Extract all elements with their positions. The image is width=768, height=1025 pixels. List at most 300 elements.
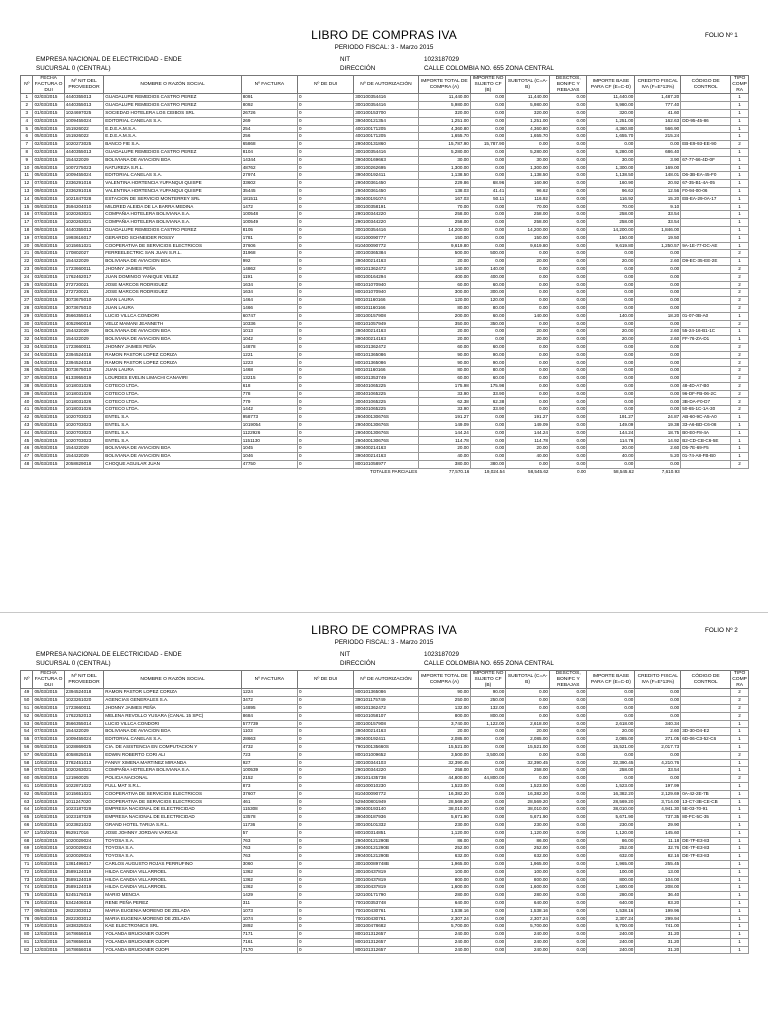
cell-control-code: 33-A6-BD-C6-08 — [681, 421, 731, 429]
cell-discounts: 0.00 — [549, 359, 586, 367]
cell-purchase-type: 1 — [731, 242, 749, 250]
cell-tax-credit: 0.00 — [635, 367, 681, 375]
cell-discounts: 0.00 — [549, 265, 586, 273]
table-row — [21, 343, 749, 351]
cell-tax-credit: 0.00 — [635, 359, 681, 367]
cell-invoice-number: 8104 — [241, 148, 297, 156]
cell-invoice-date: 10/03/2015 — [33, 837, 64, 845]
table-row — [21, 860, 749, 868]
cell-authorization-number: 400100171205 — [354, 125, 419, 133]
cell-non-taxable-amount: 0.00 — [470, 94, 505, 102]
cell-control-code: 5E-03-70-91 — [681, 806, 731, 814]
column-header-subtotal: SUBTOTAL (C=A-B) — [506, 671, 550, 689]
cell-taxable-base: 0.00 — [587, 281, 635, 289]
cell-invoice-date: 05/03/2015 — [33, 429, 64, 437]
cell-tax-credit: 145.60 — [635, 829, 681, 837]
cell-non-taxable-amount: 0.00 — [470, 219, 505, 227]
cell-supplier-name: BOLIVIANA DE AVIACION BOA — [104, 336, 241, 344]
total-discounts: 0.00 — [577, 468, 586, 474]
cell-total-amount: 1,251.00 — [418, 117, 470, 125]
cell-purchase-type: 2 — [731, 320, 749, 328]
cell-tax-credit: 2,017.73 — [635, 743, 681, 751]
cell-authorization-number: 300100478682 — [354, 923, 419, 931]
cell-dui-number: 0 — [297, 782, 353, 790]
cell-dui-number: 0 — [297, 876, 353, 884]
cell-supplier-nit: 1015651021 — [64, 242, 104, 250]
cell-taxable-base: 5,700.00 — [587, 923, 635, 931]
cell-non-taxable-amount: 90.00 — [470, 689, 505, 697]
cell-subtotal: 20.00 — [506, 328, 550, 336]
cell-supplier-nit: 154422029 — [64, 728, 104, 736]
cell-purchase-type: 2 — [731, 460, 749, 468]
cell-discounts: 0.00 — [549, 923, 586, 931]
cell-non-taxable-amount: 0.00 — [470, 907, 505, 915]
table-row — [21, 398, 749, 406]
cell-purchase-type: 1 — [731, 915, 749, 923]
cell-discounts: 0.00 — [549, 328, 586, 336]
cell-supplier-name: KAE ELECTRONICS SRL — [104, 923, 241, 931]
cell-tax-credit: 566.90 — [635, 125, 681, 133]
cell-invoice-date: 04/03/2015 — [33, 343, 64, 351]
cell-row-number: 77 — [21, 907, 33, 915]
cell-discounts: 0.00 — [549, 297, 586, 305]
cell-tax-credit: 2.60 — [635, 328, 681, 336]
cell-tax-credit: 0.00 — [635, 712, 681, 720]
cell-supplier-nit: 1020263021 — [64, 211, 104, 219]
cell-total-amount: 1,538.16 — [418, 907, 470, 915]
cell-invoice-number: 57 — [241, 829, 297, 837]
cell-total-amount: 60.00 — [418, 375, 470, 383]
cell-discounts: 0.00 — [549, 759, 586, 767]
cell-taxable-base: 70.00 — [587, 203, 635, 211]
cell-total-amount: 1,655.70 — [418, 133, 470, 141]
cell-dui-number: 0 — [297, 712, 353, 720]
cell-tax-credit: 104.00 — [635, 876, 681, 884]
cell-subtotal: 1,600.00 — [506, 884, 550, 892]
cell-row-number: 58 — [21, 759, 33, 767]
cell-supplier-nit: 1678656016 — [64, 938, 104, 946]
cell-total-amount: 400.00 — [418, 273, 470, 281]
cell-subtotal: 1,523.00 — [506, 782, 550, 790]
cell-tax-credit: 9.10 — [635, 203, 681, 211]
cell-control-code — [681, 211, 731, 219]
cell-supplier-name: JOSE MARCOS RODRIGUEZ — [104, 281, 241, 289]
cell-invoice-number: 256 — [241, 133, 297, 141]
cell-subtotal: 114.78 — [506, 437, 550, 445]
cell-tax-credit: 33.54 — [635, 767, 681, 775]
cell-row-number: 61 — [21, 782, 33, 790]
cell-non-taxable-amount: 800.00 — [470, 712, 505, 720]
cell-dui-number: 0 — [297, 343, 353, 351]
cell-purchase-type: 2 — [731, 265, 749, 273]
cell-total-amount: 5,671.90 — [418, 814, 470, 822]
cell-invoice-number: 1223 — [241, 359, 297, 367]
cell-subtotal: 258.00 — [506, 767, 550, 775]
cell-row-number: 13 — [21, 187, 33, 195]
cell-authorization-number: 400100010230 — [354, 782, 419, 790]
cell-purchase-type: 1 — [731, 125, 749, 133]
cell-authorization-number: 290100344220 — [354, 219, 419, 227]
cell-supplier-name: JUAN DOMINGO YANIQUE VELEZ — [104, 273, 241, 281]
table-row — [21, 406, 749, 414]
cell-total-amount: 60.00 — [418, 343, 470, 351]
cell-discounts: 0.00 — [549, 743, 586, 751]
cell-total-amount: 5,280.00 — [418, 148, 470, 156]
cell-supplier-nit: 2394524018 — [64, 351, 104, 359]
cell-supplier-nit: 1020029024 — [64, 845, 104, 853]
cell-non-taxable-amount: 3,500.00 — [470, 751, 505, 759]
column-header-discounts: DESCTOS, BONIFC Y REBAJAS — [549, 76, 586, 94]
table-row — [21, 775, 749, 783]
table-row — [21, 790, 749, 798]
cell-discounts: 0.00 — [549, 367, 586, 375]
cell-tax-credit: 13.00 — [635, 868, 681, 876]
page-title: LIBRO DE COMPRAS IVA — [311, 28, 457, 42]
cell-dui-number: 0 — [297, 390, 353, 398]
cell-taxable-base: 0.00 — [587, 697, 635, 705]
cell-purchase-type: 1 — [731, 164, 749, 172]
table-row — [21, 250, 749, 258]
cell-discounts: 0.00 — [549, 907, 586, 915]
table-row — [21, 821, 749, 829]
cell-subtotal: 1,538.16 — [506, 907, 550, 915]
cell-invoice-number: 7161 — [241, 938, 297, 946]
table-row — [21, 814, 749, 822]
cell-invoice-date: 10/03/2015 — [33, 868, 64, 876]
cell-non-taxable-amount: 0.00 — [470, 743, 505, 751]
cell-subtotal: 0.00 — [506, 141, 550, 149]
cell-purchase-type: 1 — [731, 736, 749, 744]
cell-supplier-name: HILDA CANDIA VILLARROEL — [104, 868, 241, 876]
cell-total-amount: 20.00 — [418, 445, 470, 453]
cell-dui-number: 0 — [297, 203, 353, 211]
cell-invoice-number: 1429 — [241, 892, 297, 900]
cell-non-taxable-amount: 0.00 — [470, 860, 505, 868]
cell-invoice-date: 06/03/2015 — [33, 712, 64, 720]
cell-invoice-date: 10/03/2015 — [33, 884, 64, 892]
cell-purchase-type: 1 — [731, 102, 749, 110]
cell-non-taxable-amount: 0.00 — [470, 736, 505, 744]
cell-tax-credit: 31.20 — [635, 931, 681, 939]
cell-row-number: 51 — [21, 704, 33, 712]
cell-invoice-date: 05/03/2015 — [33, 790, 64, 798]
cell-subtotal: 1,138.50 — [506, 172, 550, 180]
cell-taxable-base: 640.00 — [587, 899, 635, 907]
cell-row-number: 70 — [21, 853, 33, 861]
cell-invoice-number: 10336 — [241, 320, 297, 328]
table-row — [21, 429, 749, 437]
cell-authorization-number: 290400130676S — [354, 421, 419, 429]
cell-discounts: 0.00 — [549, 242, 586, 250]
column-header-non-taxable-amount: IMPORTE NO SUJETO CF (B) — [470, 76, 505, 94]
ledger-page-2 — [0, 612, 768, 1025]
cell-taxable-base: 1,300.00 — [587, 164, 635, 172]
cell-non-taxable-amount: 0.00 — [470, 148, 505, 156]
cell-discounts: 0.00 — [549, 312, 586, 320]
cell-subtotal: 20.00 — [506, 445, 550, 453]
cell-invoice-number: 7171 — [241, 931, 297, 939]
cell-tax-credit: 215.24 — [635, 133, 681, 141]
cell-supplier-nit: 1011247020 — [64, 798, 104, 806]
cell-invoice-number: 14878 — [241, 343, 297, 351]
cell-control-code: 67-77-66-4D-0F — [681, 156, 731, 164]
cell-row-number: 29 — [21, 312, 33, 320]
cell-supplier-nit: 1009455024 — [64, 736, 104, 744]
cell-authorization-number: 300100262695 — [354, 164, 419, 172]
cell-non-taxable-amount: 0.00 — [470, 429, 505, 437]
cell-dui-number: 0 — [297, 273, 353, 281]
cell-authorization-number: 800101070940 — [354, 281, 419, 289]
cell-control-code — [681, 304, 731, 312]
cell-discounts: 0.00 — [549, 429, 586, 437]
cell-dui-number: 0 — [297, 460, 353, 468]
cell-non-taxable-amount: 0.00 — [470, 102, 505, 110]
cell-supplier-nit: 3589124019 — [64, 884, 104, 892]
cell-discounts: 0.00 — [549, 946, 586, 954]
cell-taxable-base: 0.00 — [587, 712, 635, 720]
cell-dui-number: 0 — [297, 219, 353, 227]
cell-control-code — [681, 782, 731, 790]
cell-dui-number: 0 — [297, 164, 353, 172]
cell-tax-credit: 12.56 — [635, 187, 681, 195]
cell-non-taxable-amount: 0.00 — [470, 892, 505, 900]
cell-supplier-name: RAMON PASTOR LOPEZ CORIZA — [104, 351, 241, 359]
cell-taxable-base: 0.00 — [587, 273, 635, 281]
address-label: DIRECCIÓN — [340, 65, 376, 72]
page-title: LIBRO DE COMPRAS IVA — [311, 623, 457, 637]
cell-subtotal: 11,440.00 — [506, 94, 550, 102]
cell-supplier-nit: 1018031026 — [64, 406, 104, 414]
cell-taxable-base: 11,440.00 — [587, 94, 635, 102]
cell-dui-number: 0 — [297, 156, 353, 164]
table-row — [21, 946, 749, 954]
cell-supplier-nit: 1018031026 — [64, 390, 104, 398]
cell-supplier-nit: 5342406018 — [64, 899, 104, 907]
cell-non-taxable-amount: 0.00 — [470, 790, 505, 798]
cell-total-amount: 70.00 — [418, 203, 470, 211]
cell-invoice-date: 03/03/2015 — [33, 297, 64, 305]
table-row — [21, 180, 749, 188]
cell-invoice-date: 12/03/2015 — [33, 946, 64, 954]
cell-supplier-name: COOPERATIVA DE SERVICIOS ELECTRICOS — [104, 790, 241, 798]
cell-invoice-date: 05/03/2015 — [33, 445, 64, 453]
cell-purchase-type: 1 — [731, 845, 749, 853]
cell-discounts: 0.00 — [549, 767, 586, 775]
cell-subtotal: 0.00 — [506, 704, 550, 712]
cell-control-code: DD-95-45-86 — [681, 117, 731, 125]
cell-subtotal: 20.00 — [506, 258, 550, 266]
cell-row-number: 76 — [21, 899, 33, 907]
cell-supplier-nit: 154422029 — [64, 445, 104, 453]
column-header-non-taxable-amount: IMPORTE NO SUJETO CF (B) — [470, 671, 505, 689]
cell-discounts: 0.00 — [549, 736, 586, 744]
cell-total-amount: 632.00 — [418, 853, 470, 861]
cell-non-taxable-amount: 0.00 — [470, 829, 505, 837]
cell-total-amount: 167.03 — [418, 195, 470, 203]
cell-tax-credit: 4,941.30 — [635, 806, 681, 814]
company-name: EMPRESA NACIONAL DE ELECTRICIDAD - ENDE — [36, 56, 182, 63]
cell-dui-number: 0 — [297, 242, 353, 250]
cell-subtotal: 0.00 — [506, 712, 550, 720]
cell-supplier-nit: 3566355014 — [64, 720, 104, 728]
cell-authorization-number: 810100090777 — [354, 234, 419, 242]
table-row — [21, 751, 749, 759]
cell-total-amount: 120.00 — [418, 297, 470, 305]
cell-taxable-base: 2,618.00 — [587, 720, 635, 728]
cell-total-amount: 300.00 — [418, 289, 470, 297]
cell-authorization-number: 300100101332 — [354, 821, 419, 829]
table-row — [21, 884, 749, 892]
cell-invoice-date: 10/03/2015 — [33, 759, 64, 767]
cell-purchase-type: 1 — [731, 148, 749, 156]
cell-control-code — [681, 273, 731, 281]
cell-control-code: 3B-DA-F0-D7 — [681, 398, 731, 406]
cell-non-taxable-amount: 0.00 — [470, 868, 505, 876]
table-row — [21, 219, 749, 227]
column-header-total-amount: IMPORTE TOTAL DE COMPRA (A) — [418, 671, 470, 689]
cell-discounts: 0.00 — [549, 728, 586, 736]
cell-supplier-name: TOYOSA S.A. — [104, 845, 241, 853]
cell-discounts: 0.00 — [549, 172, 586, 180]
total-tax-credit: 7,610.93 — [661, 468, 680, 474]
cell-invoice-number: 1634 — [241, 281, 297, 289]
cell-taxable-base: 0.00 — [587, 343, 635, 351]
cell-supplier-nit: 4058825016 — [64, 751, 104, 759]
table-row — [21, 109, 749, 117]
cell-supplier-name: VELIZ MAMANI JEANNETH — [104, 320, 241, 328]
cell-row-number: 22 — [21, 258, 33, 266]
cell-purchase-type: 1 — [731, 814, 749, 822]
cell-taxable-base: 1,655.70 — [587, 133, 635, 141]
cell-invoice-date: 04/03/2015 — [33, 359, 64, 367]
cell-authorization-number: 800101312657 — [354, 931, 419, 939]
cell-subtotal: 2,618.00 — [506, 720, 550, 728]
cell-total-amount: 33.90 — [418, 390, 470, 398]
cell-control-code: 13-C7-3B-CE-CB — [681, 798, 731, 806]
cell-non-taxable-amount: 132.00 — [470, 704, 505, 712]
cell-invoice-number: 1046 — [241, 453, 297, 461]
cell-authorization-number: 810400090772 — [354, 790, 419, 798]
column-header-purchase-type: TIPO COMP RA — [732, 671, 747, 688]
table-row — [21, 187, 749, 195]
cell-discounts: 0.00 — [549, 868, 586, 876]
cell-subtotal: 0.00 — [506, 382, 550, 390]
cell-taxable-base: 96.62 — [587, 187, 635, 195]
cell-taxable-base: 0.00 — [587, 460, 635, 468]
cell-purchase-type: 2 — [731, 398, 749, 406]
cell-control-code — [681, 460, 731, 468]
cell-taxable-base: 0.00 — [587, 406, 635, 414]
cell-tax-credit: 0.00 — [635, 382, 681, 390]
cell-row-number: 73 — [21, 876, 33, 884]
cell-subtotal: 0.00 — [506, 398, 550, 406]
cell-discounts: 0.00 — [549, 915, 586, 923]
cell-discounts: 0.00 — [549, 203, 586, 211]
cell-purchase-type: 1 — [731, 790, 749, 798]
cell-authorization-number: 300100437819 — [354, 884, 419, 892]
cell-control-code — [681, 297, 731, 305]
cell-supplier-nit: 4440355013 — [64, 148, 104, 156]
cell-subtotal: 240.00 — [506, 946, 550, 954]
cell-tax-credit: 0.00 — [635, 281, 681, 289]
cell-control-code — [681, 375, 731, 383]
cell-purchase-type: 1 — [731, 868, 749, 876]
cell-row-number: 80 — [21, 931, 33, 939]
cell-purchase-type: 1 — [731, 931, 749, 939]
cell-supplier-nit: 1023187029 — [64, 806, 104, 814]
cell-invoice-date: 09/03/2015 — [33, 907, 64, 915]
cell-purchase-type: 1 — [731, 829, 749, 837]
column-header-row-number: Nº — [21, 76, 33, 94]
cell-supplier-name: YOLANDA BRUCKNER OJOPI — [104, 946, 241, 954]
cell-non-taxable-amount: 0.00 — [470, 234, 505, 242]
cell-control-code — [681, 704, 731, 712]
cell-authorization-number: 390400214163 — [354, 328, 419, 336]
cell-control-code — [681, 899, 731, 907]
cell-supplier-name: MARIO MENCIA — [104, 892, 241, 900]
cell-purchase-type: 2 — [731, 250, 749, 258]
cell-row-number: 55 — [21, 736, 33, 744]
cell-invoice-number: 763 — [241, 837, 297, 845]
total-subtotal: 58,545.62 — [528, 468, 549, 474]
cell-row-number: 81 — [21, 938, 33, 946]
cell-total-amount: 9,619.80 — [418, 242, 470, 250]
cell-non-taxable-amount: 0.00 — [470, 806, 505, 814]
cell-authorization-number: 800101362472 — [354, 343, 419, 351]
cell-purchase-type: 1 — [731, 336, 749, 344]
cell-authorization-number: 529400801949 — [354, 798, 419, 806]
cell-dui-number: 0 — [297, 297, 353, 305]
cell-taxable-base: 9,619.80 — [587, 242, 635, 250]
table-row — [21, 172, 749, 180]
cell-taxable-base: 86.00 — [587, 837, 635, 845]
cell-subtotal: 1,965.00 — [506, 860, 550, 868]
cell-row-number: 67 — [21, 829, 33, 837]
cell-supplier-name: RENE PEÑA PEREZ — [104, 899, 241, 907]
cell-invoice-number: 927 — [241, 759, 297, 767]
cell-purchase-type: 1 — [731, 133, 749, 141]
cell-supplier-nit: 1007275023 — [64, 164, 104, 172]
table-row — [21, 320, 749, 328]
cell-supplier-name: COMPAÑIA HOTELERA BOLIVIANA S.A. — [104, 211, 241, 219]
cell-non-taxable-amount: 0.00 — [470, 226, 505, 234]
cell-discounts: 0.00 — [549, 94, 586, 102]
cell-invoice-number: 100548 — [241, 211, 297, 219]
cell-subtotal: 100.00 — [506, 868, 550, 876]
cell-supplier-nit: 4440355013 — [64, 226, 104, 234]
cell-tax-credit: 24.87 — [635, 414, 681, 422]
cell-dui-number: 0 — [297, 453, 353, 461]
cell-dui-number: 0 — [297, 125, 353, 133]
cell-taxable-base: 114.78 — [587, 437, 635, 445]
cell-control-code: 67-35-B1-4A-05 — [681, 180, 731, 188]
cell-discounts: 0.00 — [549, 806, 586, 814]
cell-non-taxable-amount: 68.96 — [470, 180, 505, 188]
table-row — [21, 720, 749, 728]
cell-tax-credit: 340.34 — [635, 720, 681, 728]
cell-non-taxable-amount: 0.00 — [470, 853, 505, 861]
cell-total-amount: 175.98 — [418, 382, 470, 390]
cell-purchase-type: 1 — [731, 429, 749, 437]
cell-supplier-name: CARLOS AUGUSTO ROJAS PERRUFINO — [104, 860, 241, 868]
cell-control-code — [681, 164, 731, 172]
cell-row-number: 30 — [21, 320, 33, 328]
cell-invoice-number: 254 — [241, 125, 297, 133]
cell-control-code — [681, 359, 731, 367]
cell-subtotal: 800.00 — [506, 876, 550, 884]
cell-supplier-name: TOYOSA S.A. — [104, 853, 241, 861]
cell-tax-credit: 0.00 — [635, 406, 681, 414]
